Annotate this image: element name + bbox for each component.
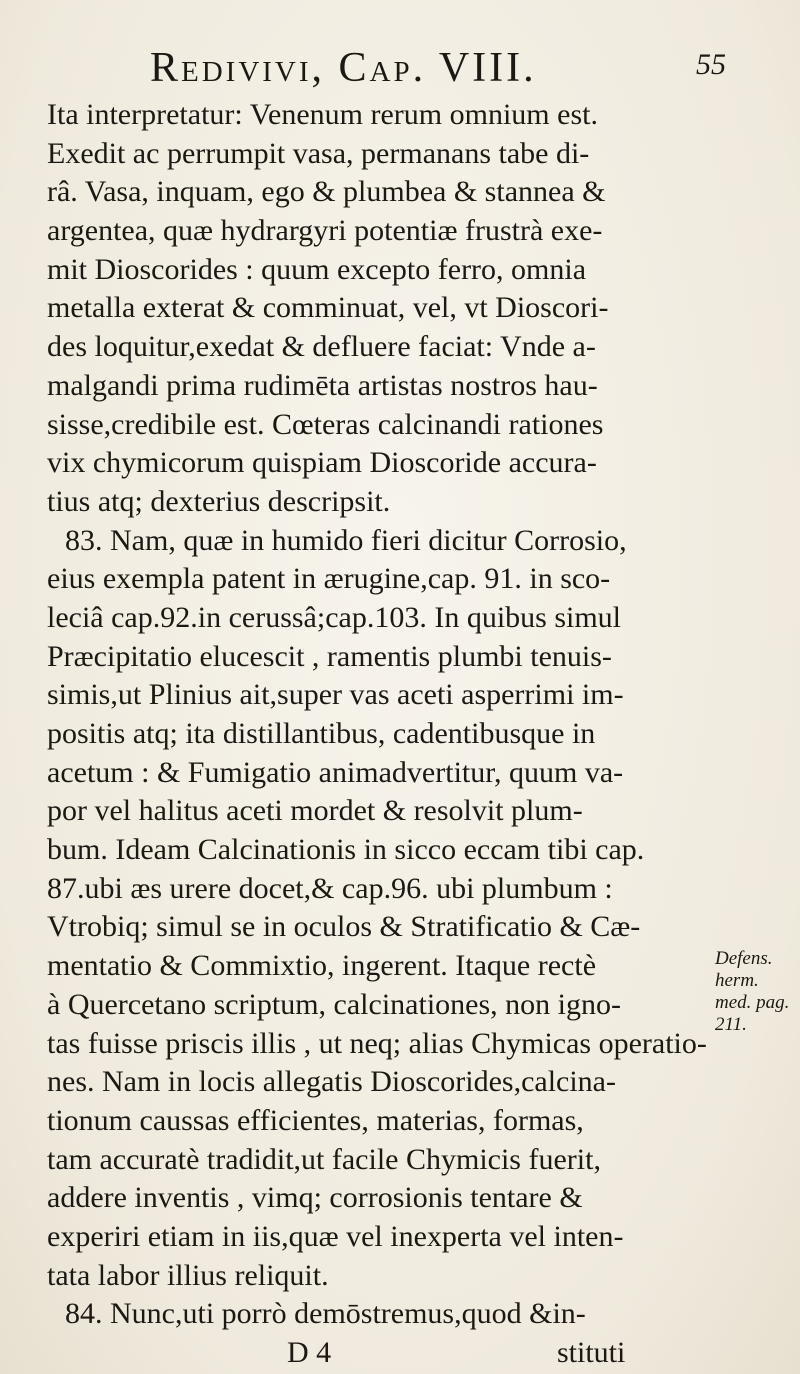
margin-note-line: med. pag. <box>715 992 790 1013</box>
signature-mark: D 4 <box>287 1336 332 1369</box>
text-line: Vtrobiq; simul se in oculos & Stratificatio & Cæ- <box>47 910 641 944</box>
text-line: eius exempla patent in ærugine,cap. 91. in sco- <box>47 562 611 596</box>
page-number: 55 <box>696 48 726 81</box>
text-line: tam accuratè tradidit,ut facile Chymicis fuerit, <box>47 1142 601 1176</box>
text-line: acetum : & Fumigatio animadvertitur, quum va- <box>47 755 624 789</box>
text-line: tata labor illius reliquit. <box>47 1258 329 1292</box>
text-line: bum. Ideam Calcinationis in sicco eccam tibi cap. <box>47 833 645 867</box>
text-line: Præcipitatio elucescit , ramentis plumbi tenuis- <box>47 639 612 673</box>
text-line: simis,ut Plinius ait,super vas aceti asperrimi im- <box>47 678 624 712</box>
text-line: experiri etiam in iis,quæ vel inexperta vel inten- <box>47 1219 624 1253</box>
text-line: Exedit ac perrumpit vasa, permanans tabe di- <box>47 136 590 170</box>
text-line: à Quercetano scriptum, calcinationes, non igno- <box>47 987 621 1021</box>
text-line: tionum caussas efficientes, materias, formas, <box>47 1103 584 1137</box>
body-text <box>47 96 707 1372</box>
paragraph-84-start: 84. Nunc,uti porrò demōstremus,quod &in- <box>65 1297 586 1331</box>
text-line: mentatio & Commixtio, ingerent. Itaque rectè <box>47 949 597 983</box>
text-line: vix chymicorum quispiam Dioscoride accura- <box>47 446 597 480</box>
text-line: des loquitur,exedat & defluere faciat: Vnde a- <box>47 330 596 364</box>
margin-note <box>715 948 797 1036</box>
text-line: malgandi prima rudimēta artistas nostros hau- <box>47 368 598 402</box>
text-line: sisse,credibile est. Cœteras calcinandi rationes <box>47 407 604 441</box>
page-footer <box>47 1334 707 1372</box>
text-line: tius atq; dexterius descripsit. <box>47 484 391 518</box>
margin-note-line: herm. <box>715 970 759 991</box>
text-line: Ita interpretatur: Venenum rerum omnium est. <box>47 98 598 131</box>
text-line: addere inventis , vimq; corrosionis tentare & <box>47 1181 583 1215</box>
text-line: por vel halitus aceti mordet & resolvit plum- <box>47 794 583 828</box>
paragraph-83-start: 83. Nam, quæ in humido fieri dicitur Corrosio, <box>65 523 627 557</box>
text-line: 87.ubi æs urere docet,& cap.96. ubi plumbum : <box>47 871 613 905</box>
margin-note-line: Defens. <box>715 948 773 969</box>
margin-note-line: 211. <box>715 1014 747 1035</box>
running-title: Redivivi, Cap. VIII. <box>150 45 537 91</box>
text-line: argentea, quæ hydrargyri potentiæ frustrà exe- <box>47 214 603 248</box>
text-line: nes. Nam in locis allegatis Dioscorides,calcina- <box>47 1065 616 1099</box>
text-line: râ. Vasa, inquam, ego & plumbea & stannea & <box>47 175 606 209</box>
text-line: tas fuisse priscis illis , ut neq; alias Chymicas operatio- <box>47 1026 707 1060</box>
page-header <box>0 32 800 90</box>
text-line: metalla exterat & comminuat, vel, vt Dioscori- <box>47 291 609 325</box>
text-line: leciâ cap.92.in cerussâ;cap.103. In quibus simul <box>47 600 622 634</box>
catchword: stituti <box>557 1336 626 1369</box>
text-line: mit Dioscorides : quum excepto ferro, omnia <box>47 252 587 286</box>
text-line: positis atq; ita distillantibus, cadentibusque in <box>47 717 596 750</box>
